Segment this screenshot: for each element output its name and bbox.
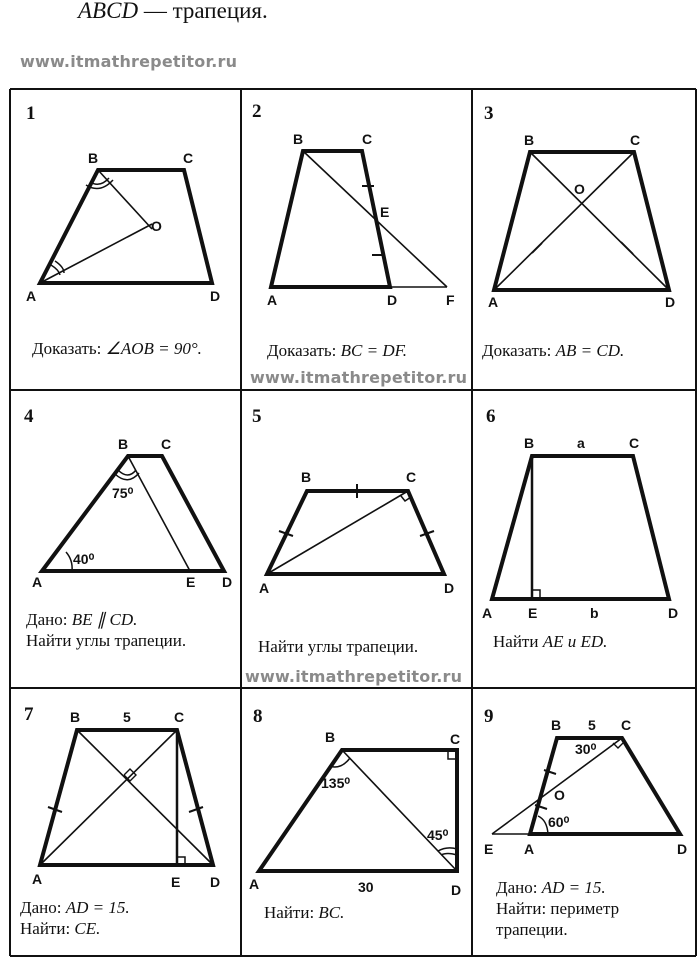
label: D: [665, 294, 676, 310]
problem-text: Дано: BE ∥ CD. Найти углы трапеции.: [26, 610, 187, 650]
line-bf: [303, 151, 447, 287]
label: 5: [588, 717, 596, 733]
problem-9: [472, 688, 696, 956]
diagonal-ac: [494, 152, 634, 290]
watermark-top: www.itmathrepetitor.ru: [20, 52, 238, 71]
problem-7: [10, 688, 241, 956]
problem-number: 8: [253, 706, 263, 727]
label: O: [574, 181, 585, 197]
label: 30: [358, 879, 374, 895]
label: O: [554, 787, 565, 803]
problem-text: Доказать: ∠AOB = 90°.: [32, 339, 202, 358]
label: C: [629, 435, 640, 451]
label: 135⁰: [321, 775, 350, 791]
label: C: [450, 731, 461, 747]
label: E: [484, 841, 494, 857]
trapezoid: [267, 491, 444, 574]
trapezoid: [259, 750, 457, 871]
label: O: [151, 218, 162, 234]
label: D: [210, 288, 221, 304]
line-be: [128, 456, 190, 571]
trapezoid: [271, 151, 390, 287]
label: 45⁰: [427, 827, 449, 843]
trapezoid: [492, 456, 669, 599]
label: A: [482, 605, 493, 621]
label: C: [174, 709, 185, 725]
label: a: [577, 435, 585, 451]
problem-number: 6: [486, 406, 496, 427]
label: C: [621, 717, 632, 733]
problem-1: [10, 89, 241, 390]
label: C: [630, 132, 641, 148]
problem-6: [472, 390, 696, 688]
trapezoid: [40, 170, 212, 283]
problem-number: 4: [24, 406, 34, 427]
label: b: [590, 605, 599, 621]
diagonal-bd: [530, 152, 669, 290]
watermark-lower: www.itmathrepetitor.ru: [245, 667, 463, 686]
label: E: [171, 874, 181, 890]
label: B: [118, 436, 129, 452]
label: B: [325, 729, 336, 745]
label: A: [32, 574, 43, 590]
label: E: [380, 204, 390, 220]
label: D: [222, 574, 233, 590]
bisector-b: [98, 170, 152, 229]
problem-text: Дано: AD = 15. Найти: периметр трапеции.: [496, 878, 620, 939]
label: 5: [123, 709, 131, 725]
label: A: [259, 580, 270, 596]
label: A: [249, 876, 260, 892]
label: E: [528, 605, 538, 621]
diagonal-bd: [342, 750, 457, 871]
label: B: [301, 469, 312, 485]
label: 40⁰: [73, 551, 95, 567]
label: D: [210, 874, 221, 890]
trapezoid: [40, 730, 213, 865]
label: D: [451, 882, 462, 898]
problem-8: [241, 688, 472, 956]
watermark-middle: www.itmathrepetitor.ru: [250, 368, 468, 387]
problem-text: Найти AE и ED.: [493, 632, 608, 651]
trapezoid: [494, 152, 669, 290]
label: D: [444, 580, 455, 596]
problem-5: [241, 390, 472, 688]
problem-2: [241, 89, 472, 390]
problem-4: [10, 390, 241, 688]
label: A: [488, 294, 499, 310]
label: A: [26, 288, 37, 304]
problem-text: Доказать: BC = DF.: [267, 341, 408, 360]
problem-number: 7: [24, 704, 34, 725]
problem-number: 1: [26, 103, 36, 124]
problem-number: 9: [484, 706, 494, 727]
label: 30⁰: [575, 741, 597, 757]
label: F: [446, 292, 455, 308]
label: B: [88, 150, 99, 166]
diagonal-bd: [77, 730, 213, 865]
label: D: [387, 292, 398, 308]
label: B: [551, 717, 562, 733]
label: D: [677, 841, 688, 857]
label: A: [524, 841, 535, 857]
label: A: [267, 292, 278, 308]
label: 75⁰: [112, 485, 134, 501]
problem-text: Доказать: AB = CD.: [482, 341, 625, 360]
problem-text: Найти углы трапеции.: [258, 637, 419, 656]
label: B: [524, 435, 535, 451]
problem-number: 3: [484, 103, 494, 124]
problem-number: 5: [252, 406, 262, 427]
problem-number: 2: [252, 101, 262, 122]
label: D: [668, 605, 679, 621]
label: C: [362, 131, 373, 147]
page-title: ABCD — трапеция.: [78, 0, 268, 23]
label: C: [406, 469, 417, 485]
problem-text: Найти: BC.: [264, 903, 345, 922]
label: C: [183, 150, 194, 166]
label: B: [293, 131, 304, 147]
label: B: [524, 132, 535, 148]
label: C: [161, 436, 172, 452]
problem-text: Дано: AD = 15. Найти: CE.: [20, 898, 130, 938]
problem-3: [472, 89, 696, 390]
label: A: [32, 871, 43, 887]
label: B: [70, 709, 81, 725]
label: 60⁰: [548, 814, 570, 830]
label: E: [186, 574, 196, 590]
